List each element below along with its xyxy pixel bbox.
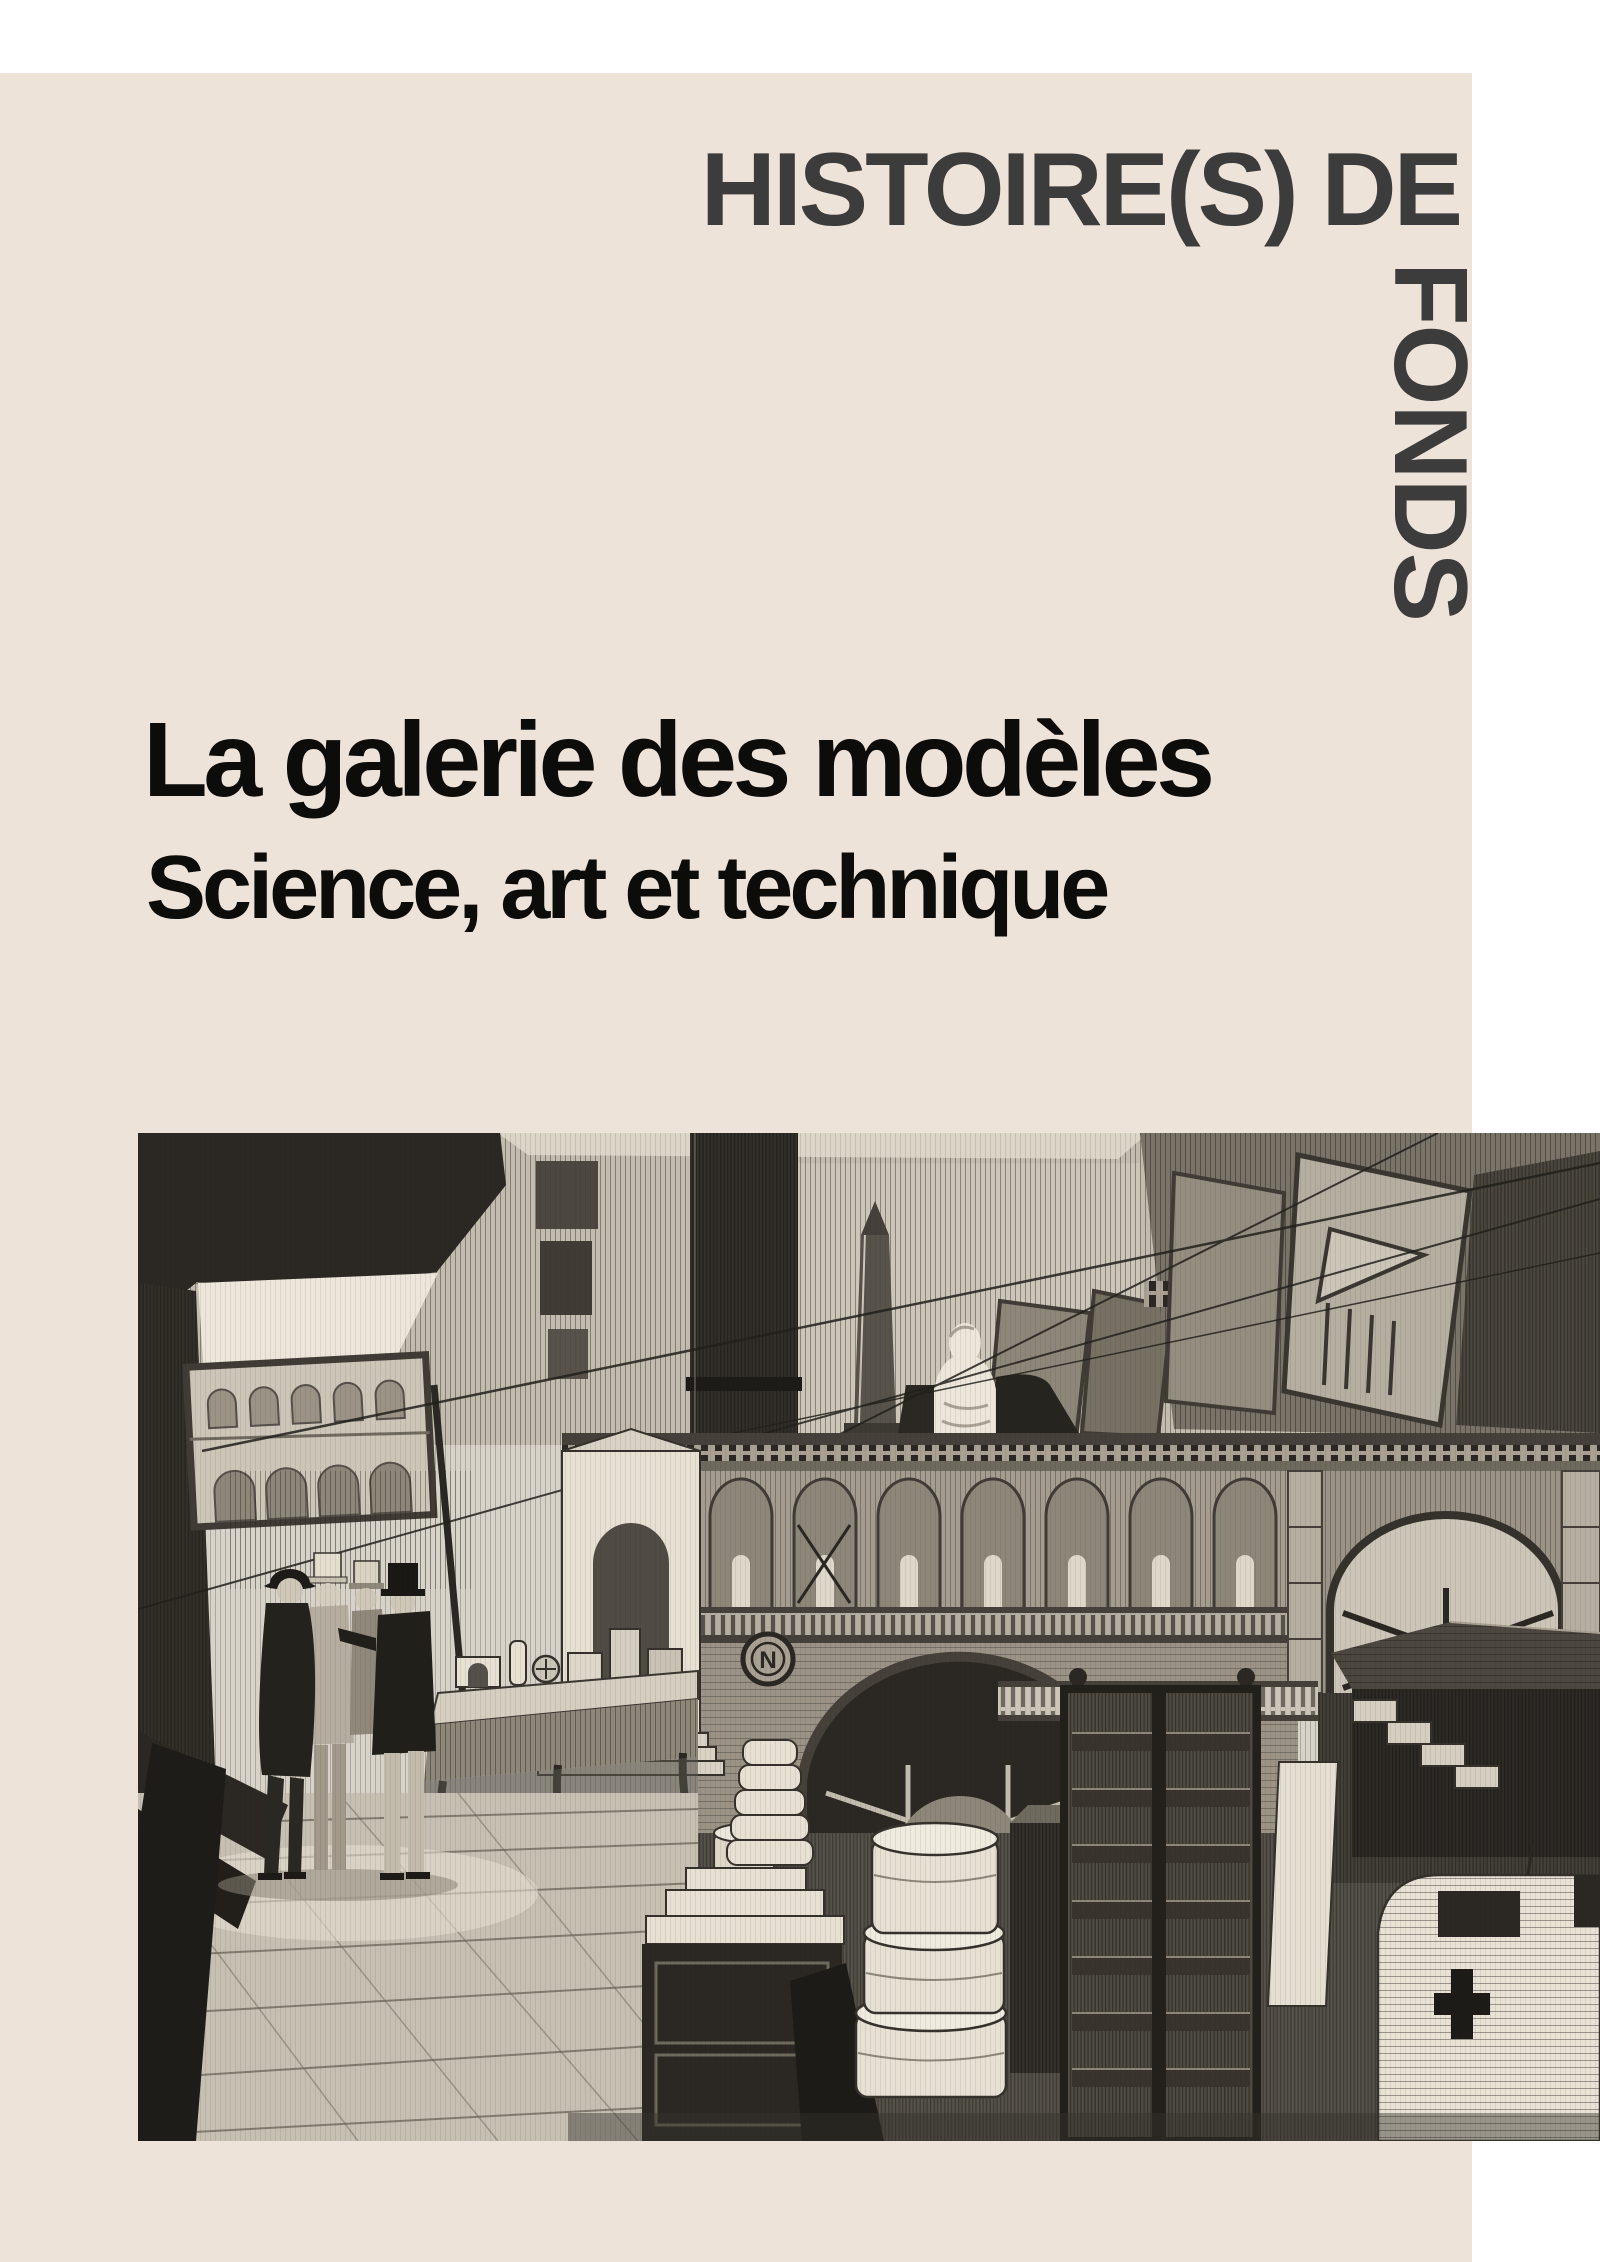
gallery-engraving-image xyxy=(138,1133,1600,2141)
masthead-line-horizontal: HISTOIRE(S) DE xyxy=(700,132,1460,248)
page-title: La galerie des modèles xyxy=(143,701,1211,820)
page-subtitle: Science, art et technique xyxy=(146,837,1107,938)
medallion-letter: N xyxy=(759,1647,777,1674)
masthead-line-vertical: FONDS xyxy=(1372,262,1488,621)
